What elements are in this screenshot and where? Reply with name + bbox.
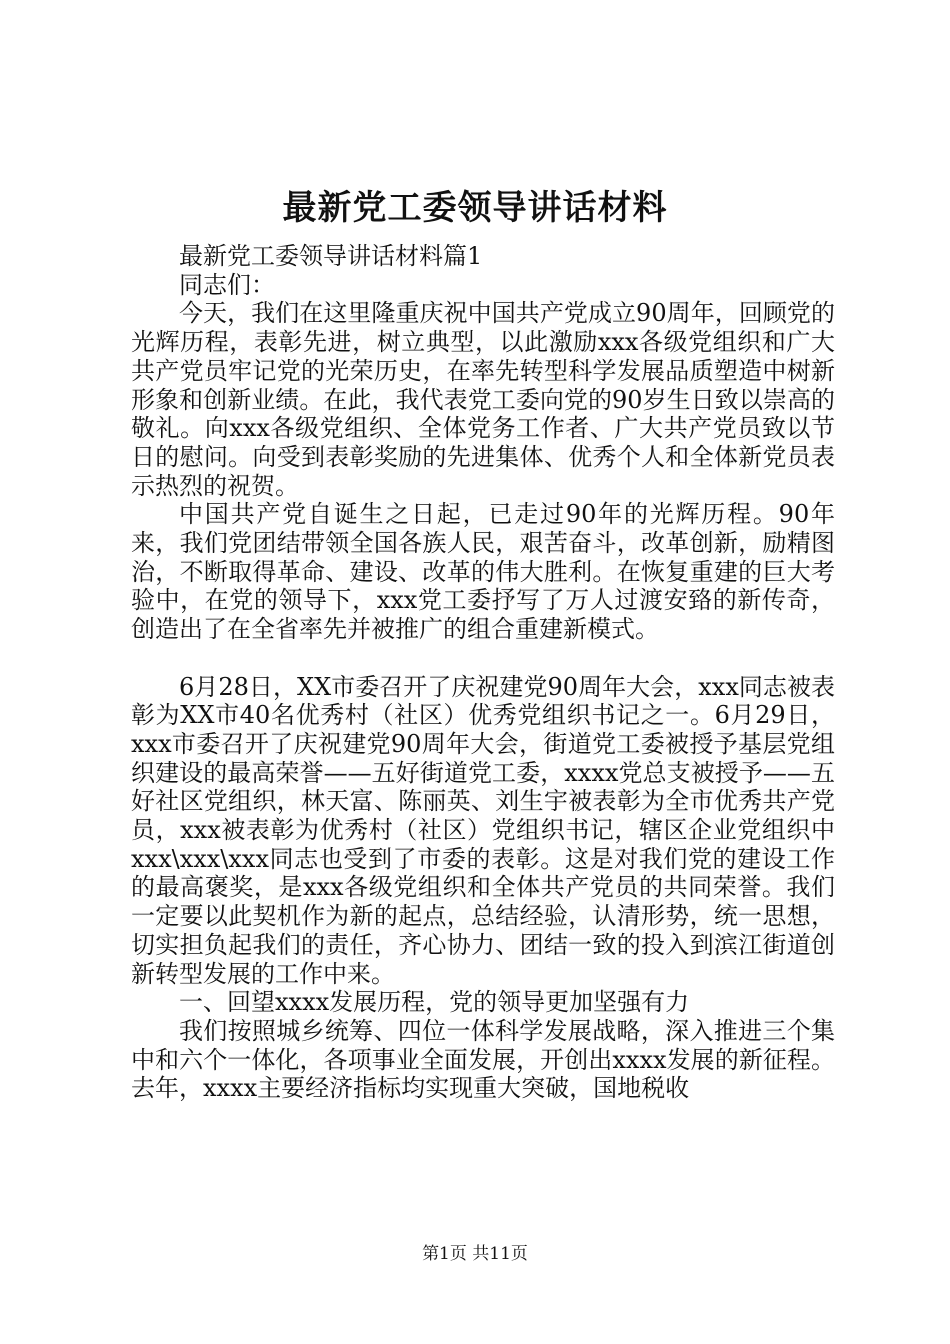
paragraph-2: 中国共产党自诞生之日起，已走过90年的光辉历程。90年来，我们党团结带领全国各族人民，艰苦奋斗，改革创新，励精图治，不断取得革命、建设、改革的伟大胜利。在恢复重建的巨大考验中，在党的领导下，xxx党工委抒写了万人过渡安臵的新传奇，创造出了在全省率先并被推广的组合重建新模式。: [131, 500, 835, 644]
paragraph-1: 今天，我们在这里隆重庆祝中国共产党成立90周年，回顾党的光辉历程，表彰先进，树立典型，以此激励xxx各级党组织和广大共产党员牢记党的光荣历史，在率先转型科学发展品质塑造中树新形象和创新业绩。在此，我代表党工委向党的90岁生日致以崇高的敬礼。向xxx各级党组织、全体党务工作者、广大共产党员致以节日的慰问。向受到表彰奖励的先进集体、优秀个人和全体新党员表示热烈的祝贺。: [131, 299, 835, 500]
page-footer: 第1页 共11页: [422, 1244, 528, 1264]
section-heading: 最新党工委领导讲话材料篇1: [179, 242, 483, 270]
document-title: 最新党工委领导讲话材料: [282, 188, 668, 228]
subheading-1: 一、回望xxxx发展历程，党的领导更加坚强有力: [179, 988, 690, 1017]
paragraph-3: 6月28日，XX市委召开了庆祝建党90周年大会，xxx同志被表彰为XX市40名优秀村（社区）优秀党组织书记之一。6月29日，xxx市委召开了庆祝建党90周年大会，街道党工委被授予基层党组织建设的最高荣誉——五好街道党工委，xxxx党总支被授予——五好社区党组织，林天富、陈丽英、刘生宇被表彰为全市优秀共产党员，xxx被表彰为优秀村（社区）党组织书记，辖区企业党组织中xxx\xxx\xxx同志也受到了市委的表彰。这是对我们党的建设工作的最高褒奖，是xxx各级党组织和全体共产党员的共同荣誉。我们一定要以此契机作为新的起点，总结经验，认清形势，统一思想，切实担负起我们的责任，齐心协力、团结一致的投入到滨江街道创新转型发展的工作中来。: [131, 672, 835, 988]
document-body: [131, 242, 835, 1103]
paragraph-4: 我们按照城乡统筹、四位一体科学发展战略，深入推进三个集中和六个一体化，各项事业全面发展，开创出xxxx发展的新征程。去年，xxxx主要经济指标均实现重大突破，国地税收: [131, 1016, 835, 1103]
salutation: 同志们：: [179, 270, 275, 299]
blank-line: [131, 644, 835, 673]
